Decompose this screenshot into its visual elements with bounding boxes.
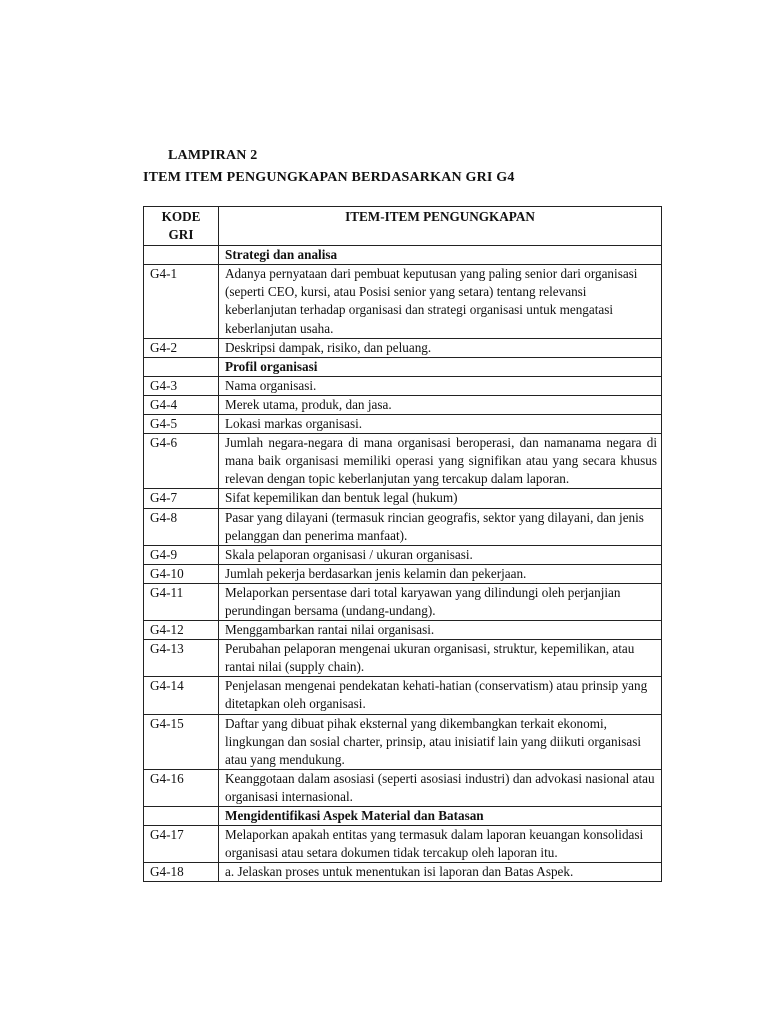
gri-code-cell: G4-15 xyxy=(144,714,219,769)
disclosure-item-cell: Lokasi markas organisasi. xyxy=(219,415,662,434)
section-row xyxy=(144,357,662,376)
disclosure-item-cell: Pasar yang dilayani (termasuk rincian geografis, sektor yang dilayani, dan jenis pelanggan dan penerima manfaat). xyxy=(219,508,662,545)
gri-code-cell: G4-6 xyxy=(144,434,219,489)
gri-code-cell: G4-13 xyxy=(144,640,219,677)
gri-code-cell: G4-2 xyxy=(144,338,219,357)
gri-code-cell: G4-12 xyxy=(144,621,219,640)
gri-code-cell: G4-7 xyxy=(144,489,219,508)
disclosure-item-cell: Skala pelaporan organisasi / ukuran organisasi. xyxy=(219,545,662,564)
disclosure-item-cell: Jumlah pekerja berdasarkan jenis kelamin dan pekerjaan. xyxy=(219,564,662,583)
table-row xyxy=(144,863,662,882)
appendix-title: LAMPIRAN 2 xyxy=(168,148,258,163)
table-row xyxy=(144,826,662,863)
gri-code-cell xyxy=(144,807,219,826)
disclosure-item-cell: a. Jelaskan proses untuk menentukan isi laporan dan Batas Aspek. xyxy=(219,863,662,882)
disclosure-item-cell: Menggambarkan rantai nilai organisasi. xyxy=(219,621,662,640)
disclosure-item-cell: Deskripsi dampak, risiko, dan peluang. xyxy=(219,338,662,357)
table-row xyxy=(144,621,662,640)
disclosure-item-cell: Melaporkan persentase dari total karyawan yang dilindungi oleh perjanjian perundingan bersama (undang-undang). xyxy=(219,583,662,620)
table-row xyxy=(144,545,662,564)
gri-code-cell: G4-11 xyxy=(144,583,219,620)
disclosure-item-cell: Adanya pernyataan dari pembuat keputusan yang paling senior dari organisasi (seperti CEO, kursi, atau Posisi senior yang setara) tentang relevansi keberlanjutan terhadap organisasi dan strategi organisasi untuk mengatasi keberlanjutan usaha. xyxy=(219,265,662,338)
disclosure-item-cell: Nama organisasi. xyxy=(219,376,662,395)
disclosure-item-cell: Merek utama, produk, dan jasa. xyxy=(219,395,662,414)
table-row xyxy=(144,338,662,357)
table-row xyxy=(144,677,662,714)
section-row xyxy=(144,807,662,826)
table-row xyxy=(144,395,662,414)
table-row xyxy=(144,714,662,769)
table-row xyxy=(144,376,662,395)
disclosure-item-cell: Penjelasan mengenai pendekatan kehati-hatian (conservatism) atau prinsip yang ditetapkan oleh organisasi. xyxy=(219,677,662,714)
table-row xyxy=(144,434,662,489)
table-row xyxy=(144,564,662,583)
header-item-pengungkapan: ITEM-ITEM PENGUNGKAPAN xyxy=(219,207,662,246)
section-row xyxy=(144,246,662,265)
table-row xyxy=(144,265,662,338)
table-row xyxy=(144,640,662,677)
gri-code-cell: G4-17 xyxy=(144,826,219,863)
disclosure-item-cell: Perubahan pelaporan mengenai ukuran organisasi, struktur, kepemilikan, atau rantai nilai (supply chain). xyxy=(219,640,662,677)
disclosure-item-cell: Keanggotaan dalam asosiasi (seperti asosiasi industri) dan advokasi nasional atau organisasi internasional. xyxy=(219,769,662,806)
gri-code-cell: G4-10 xyxy=(144,564,219,583)
disclosure-item-cell: Jumlah negara-negara di mana organisasi beroperasi, dan namanama negara di mana baik organisasi memiliki operasi yang signifikan atau yang secara khusus relevan dengan topic keberlanjutan yang tercakup dalam laporan. xyxy=(219,434,662,489)
gri-code-cell xyxy=(144,357,219,376)
table-row xyxy=(144,508,662,545)
document-title: ITEM ITEM PENGUNGKAPAN BERDASARKAN GRI G4 xyxy=(143,170,515,185)
table-body xyxy=(144,246,662,882)
table-row xyxy=(144,415,662,434)
disclosure-item-cell: Sifat kepemilikan dan bentuk legal (hukum) xyxy=(219,489,662,508)
disclosure-item-cell: Melaporkan apakah entitas yang termasuk dalam laporan keuangan konsolidasi organisasi atau setara dokumen tidak tercakup oleh laporan itu. xyxy=(219,826,662,863)
section-heading-cell: Profil organisasi xyxy=(219,357,662,376)
gri-code-cell: G4-8 xyxy=(144,508,219,545)
disclosure-item-cell: Daftar yang dibuat pihak eksternal yang dikembangkan terkait ekonomi, lingkungan dan sosial charter, prinsip, atau inisiatif lain yang diikuti organisasi atau yang mendukung. xyxy=(219,714,662,769)
gri-disclosure-table xyxy=(143,206,662,882)
gri-code-cell: G4-5 xyxy=(144,415,219,434)
header-kode-gri: KODE GRI xyxy=(144,207,219,246)
table-row xyxy=(144,583,662,620)
gri-code-cell: G4-1 xyxy=(144,265,219,338)
gri-code-cell xyxy=(144,246,219,265)
section-heading-cell: Mengidentifikasi Aspek Material dan Batasan xyxy=(219,807,662,826)
table-row xyxy=(144,769,662,806)
gri-code-cell: G4-14 xyxy=(144,677,219,714)
gri-code-cell: G4-9 xyxy=(144,545,219,564)
gri-code-cell: G4-4 xyxy=(144,395,219,414)
gri-code-cell: G4-18 xyxy=(144,863,219,882)
section-heading-cell: Strategi dan analisa xyxy=(219,246,662,265)
gri-code-cell: G4-3 xyxy=(144,376,219,395)
gri-code-cell: G4-16 xyxy=(144,769,219,806)
table-row xyxy=(144,489,662,508)
table-header-row xyxy=(144,207,662,246)
